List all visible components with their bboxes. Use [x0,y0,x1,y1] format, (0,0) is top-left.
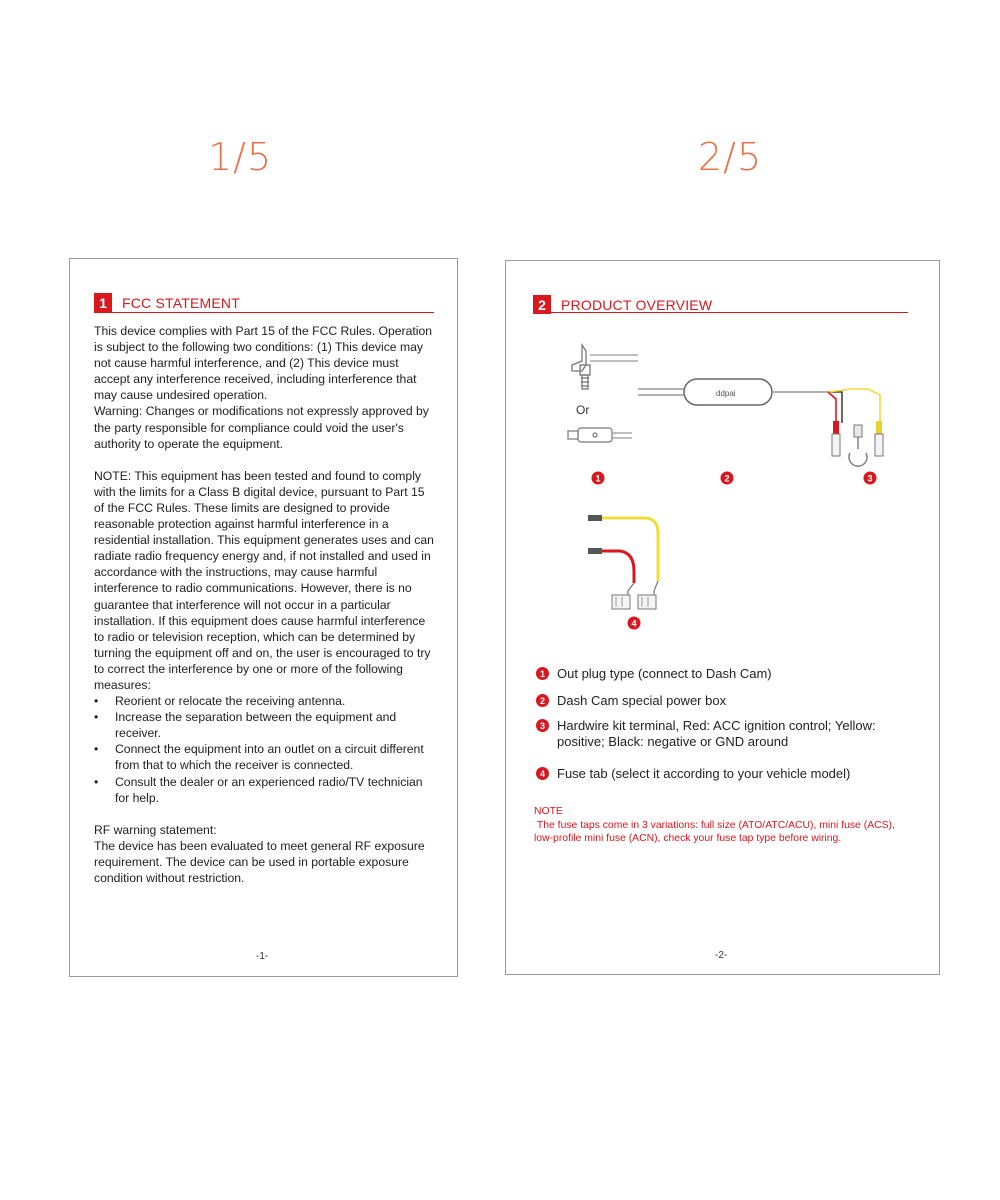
section-number: 1 [94,293,112,312]
svg-text:3: 3 [867,473,873,484]
section-number: 2 [533,295,551,314]
svg-text:1: 1 [595,473,601,484]
note-text: The fuse taps come in 3 variations: full size (ATO/ATC/ACU), mini fuse (ACS), low-profile mini fuse (ACN), check your fuse tap type before wiring. [534,819,898,845]
measures-list [94,693,434,806]
legend-number: 2 [536,694,549,707]
list-item: • Connect the equipment into an outlet on a circuit different from that to which the receiver is connected. [94,741,434,773]
marker-3 [864,472,877,485]
or-label: Or [576,403,590,417]
product-diagram [506,261,939,661]
svg-text:4: 4 [631,618,637,629]
legend-number: 4 [536,767,549,780]
legend-number: 1 [536,667,549,680]
section-title: FCC STATEMENT [122,294,240,311]
legend-item [536,666,772,682]
power-box-icon [638,379,828,405]
page-number: -2- [715,950,728,961]
page-indicator-1: 1/5 [208,135,273,179]
hardwire-terminals-icon [828,389,883,466]
page-number: -1- [256,951,269,962]
rf-warning-title: RF warning statement: [94,822,217,837]
compliance-paragraph: This device complies with Part 15 of the FCC Rules. Operation is subject to the following two conditions: (1) This device may not cause harmful interference, and (2) This device must accept any interference received, including interference that may cause undesired operation. [94,324,433,403]
warning-paragraph: Warning: Changes or modifications not expressly approved by the party responsible for compliance could void the user's authority to operate the equipment. [94,404,429,451]
fuse-tap-icon [588,515,658,609]
list-item: • Increase the separation between the equipment and receiver. [94,709,434,741]
fuse-note [534,805,909,846]
usb-plug-icon [568,428,632,442]
section-divider [94,312,434,313]
legend-item [536,693,726,709]
legend-text: Dash Cam special power box [557,693,727,708]
marker-4 [628,617,641,630]
fcc-statement-body [94,323,434,886]
list-item: • Reorient or relocate the receiving antenna. [94,693,434,709]
rf-warning-text: The device has been evaluated to meet general RF exposure requirement. The device can be used in portable exposure condition without restriction. [94,838,425,885]
note-title: NOTE [534,806,563,817]
legend-number: 3 [536,719,549,732]
manual-page-1 [69,258,458,977]
manual-page-2 [505,260,940,975]
legend-item [536,718,896,750]
list-item: • Consult the dealer or an experienced radio/TV technician for help. [94,774,434,806]
marker-2 [721,472,734,485]
brand-logo: ddpai [716,389,736,398]
svg-text:2: 2 [724,473,730,484]
page-indicator-2: 2/5 [698,135,763,179]
note-paragraph: NOTE: This equipment has been tested and found to comply with the limits for a Class B digital device, pursuant to Part 15 of the FCC Rules. These limits are designed to provide reasonable protection against harmful interference in a residential installation. This equipment generates uses and can radiate radio frequency energy and, if not installed and used in accordance with the instructions, may cause harmful interference to radio communications. However, there is no guarantee that interference will not occur in a particular installation. If this equipment does cause harmful interference to radio or television reception, which can be determined by turning the equipment off and on, the user is encouraged to try to correct the interference by one or more of the following measures: [94,468,434,692]
legend-text: Hardwire kit terminal, Red: ACC ignition control; Yellow: positive; Black: negative or GND around [557,718,876,749]
section-title: PRODUCT OVERVIEW [561,296,713,313]
section-header [94,293,240,312]
marker-1 [592,472,605,485]
legend-text: Out plug type (connect to Dash Cam) [557,666,772,681]
legend-text: Fuse tab (select it according to your vehicle model) [557,766,851,781]
angled-plug-icon [572,345,638,389]
legend-item [536,766,850,782]
